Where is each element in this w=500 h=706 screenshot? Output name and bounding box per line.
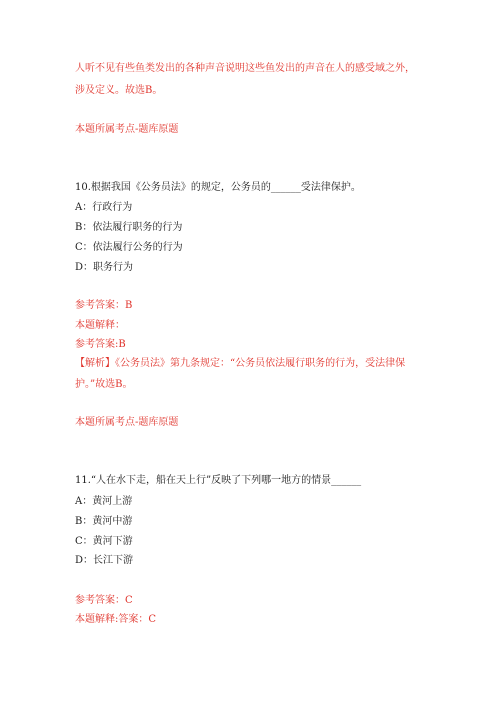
question10-category: 本题所属考点-题库原题 [75,417,179,428]
question10-option-a: A：行政行为 [75,202,133,213]
section1-explanation-line1: 人听不见有些鱼类发出的各种声音说明这些鱼发出的声音在人的感受域之外， [75,63,415,74]
section1-category: 本题所属考点-题库原题 [75,124,179,135]
question10-analysis-line2: 护。”故选B。 [75,379,133,390]
question11-option-b: B：黄河中游 [75,516,133,527]
question10-reference-answer: 参考答案：B [75,300,133,311]
question10-analysis-label: 本题解释： [75,320,125,331]
question11-analysis: 本题解释:答案：C [75,614,157,625]
question11-option-a: A：黄河上游 [75,496,133,507]
question10-option-c: C：依法履行公务的行为 [75,242,183,253]
question10-text: 10.根据我国《公务员法》的规定，公务员的______受法律保护。 [75,182,361,193]
question10-reference-answer-2: 参考答案:B [75,339,126,350]
question11-text: 11.“人在水下走，船在天上行”反映了下列哪一地方的情景______ [75,475,362,486]
question11-option-d: D：长江下游 [75,555,134,566]
question10-option-d: D：职务行为 [75,262,134,273]
section1-explanation-line2: 涉及定义。故选B。 [75,85,163,96]
question10-analysis-line1: 【解析】《公务员法》第九条规定：“公务员依法履行职务的行为，受法律保 [75,358,406,369]
question11-reference-answer: 参考答案：C [75,595,133,606]
question10-option-b: B：依法履行职务的行为 [75,222,183,233]
question11-option-c: C：黄河下游 [75,536,133,547]
